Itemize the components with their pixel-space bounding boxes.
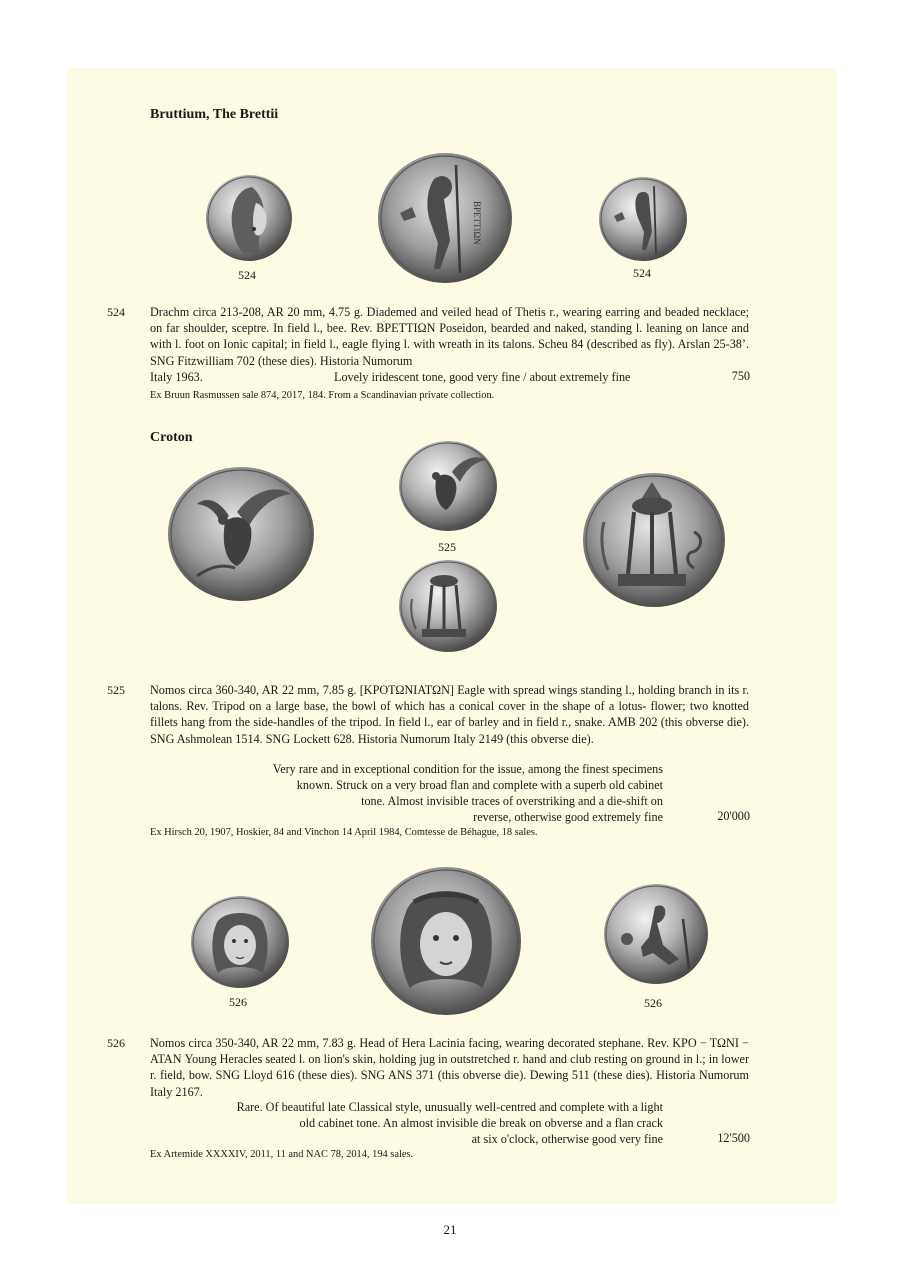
lot-condition-526-line-3: at six o'clock, otherwise good very fine xyxy=(471,1132,663,1146)
lot-condition-525-line-2: known. Struck on a very broad flan and complete with a superb old cabinet xyxy=(296,778,663,792)
lot-price-524: 750 xyxy=(731,369,750,383)
lot-number-526: 526 xyxy=(107,1036,125,1050)
coin-525-obverse xyxy=(398,440,498,532)
coin-526-obverse xyxy=(190,895,290,989)
lot-number-524: 524 xyxy=(107,305,125,319)
lot-condition-525-line-3: tone. Almost invisible traces of overstriking and a die-shift on xyxy=(361,794,663,808)
lot-price-526: 12'500 xyxy=(717,1131,750,1145)
lot-condition-525-line-1: Very rare and in exceptional condition for the issue, among the finest specimens xyxy=(272,762,663,776)
caption-524-left: 524 xyxy=(238,268,256,282)
coin-526-obverse-enlarged xyxy=(370,866,522,1016)
lot-description-524: Drachm circa 213-208, AR 20 mm, 4.75 g. Diademed and veiled head of Thetis r., wearing earring and beaded necklace; on far shoulder, sceptre. In field l., bee. Rev. ΒΡΕΤΤΙΩΝ Poseidon, bearded and naked, standing l. leaning on lance and with l. foot on Ionic capital; in field l., eagle flying l. with wreath in its talons. Scheu 84 (described as fly). Arslan 25-38’. SNG Fitzwilliam 702 (these dies). Historia Numorum xyxy=(150,305,749,368)
lot-description-526: Nomos circa 350-340, AR 22 mm, 7.83 g. Head of Hera Lacinia facing, wearing decorated stephane. Rev. ΚΡΟ − ΤΩΝΙ − ΑΤΑΝ Young Heracles seated l. on lion's skin, holding jug in outstretched r. hand and club resting on ground in l.; in lower r. field, bow. SNG Lloyd 616 (these dies). SNG ANS 371 (this obverse die). Dewing 511 (these dies). Historia Numorum Italy 2167. xyxy=(150,1036,749,1099)
lot-price-525: 20'000 xyxy=(717,809,750,823)
lot-provenance-525: Ex Hirsch 20, 1907, Hoskier, 84 and Vinchon 14 April 1984, Comtesse de Béhague, 18 sales. xyxy=(150,827,538,838)
coin-525-obverse-enlarged xyxy=(167,466,315,602)
caption-526-right: 526 xyxy=(644,996,662,1010)
page-number: 21 xyxy=(443,1222,457,1237)
coin-525-reverse-enlarged xyxy=(582,472,726,608)
coin-524-reverse-enlarged xyxy=(376,151,514,285)
caption-526-left: 526 xyxy=(229,995,247,1009)
lot-description-525: Nomos circa 360-340, AR 22 mm, 7.85 g. [ΚΡΟΤΩΝΙΑΤΩΝ] Eagle with spread wings standing l., holding branch in its r. talons. Rev. Tripod on a large base, the bowl of which has a conical cover in the shape of a lotus- flower; two knotted fillets hang from the side-handles of the tripod. In field l., ear of barley and in field r., snake. AMB 202 (this obverse die). SNG Ashmolean 1514. SNG Lockett 628. Historia Numorum Italy 2149 (this obverse die). xyxy=(150,683,749,746)
lot-number-525: 525 xyxy=(107,683,125,697)
lot-condition-525-line-4: reverse, otherwise good extremely fine xyxy=(473,810,663,824)
svg-text:ΒΡΕΤΤΙΩΝ: ΒΡΕΤΤΙΩΝ xyxy=(472,201,482,245)
coin-526-reverse xyxy=(603,883,709,985)
lot-condition-526-line-1: Rare. Of beautiful late Classical style, unusually well-centred and complete with a light xyxy=(236,1100,663,1114)
lot-provenance-524: Ex Bruun Rasmussen sale 874, 2017, 184. From a Scandinavian private collection. xyxy=(150,390,495,401)
lot-provenance-526: Ex Artemide XXXXIV, 2011, 11 and NAC 78, 2014, 194 sales. xyxy=(150,1149,414,1160)
lot-condition-526-line-2: old cabinet tone. An almost invisible die break on obverse and a flan crack xyxy=(299,1116,663,1130)
caption-524-right: 524 xyxy=(633,266,651,280)
coin-524-obverse-enlarged xyxy=(204,173,294,263)
section-title-bruttium: Bruttium, The Brettii xyxy=(150,107,279,122)
coin-524-reverse xyxy=(598,176,688,262)
lot-condition-524: Lovely iridescent tone, good very fine / about extremely fine xyxy=(334,370,631,384)
caption-525: 525 xyxy=(438,540,456,554)
section-title-croton: Croton xyxy=(150,430,193,445)
coin-525-reverse xyxy=(398,559,498,653)
lot-description-524-last: Italy 1963. xyxy=(150,370,203,384)
